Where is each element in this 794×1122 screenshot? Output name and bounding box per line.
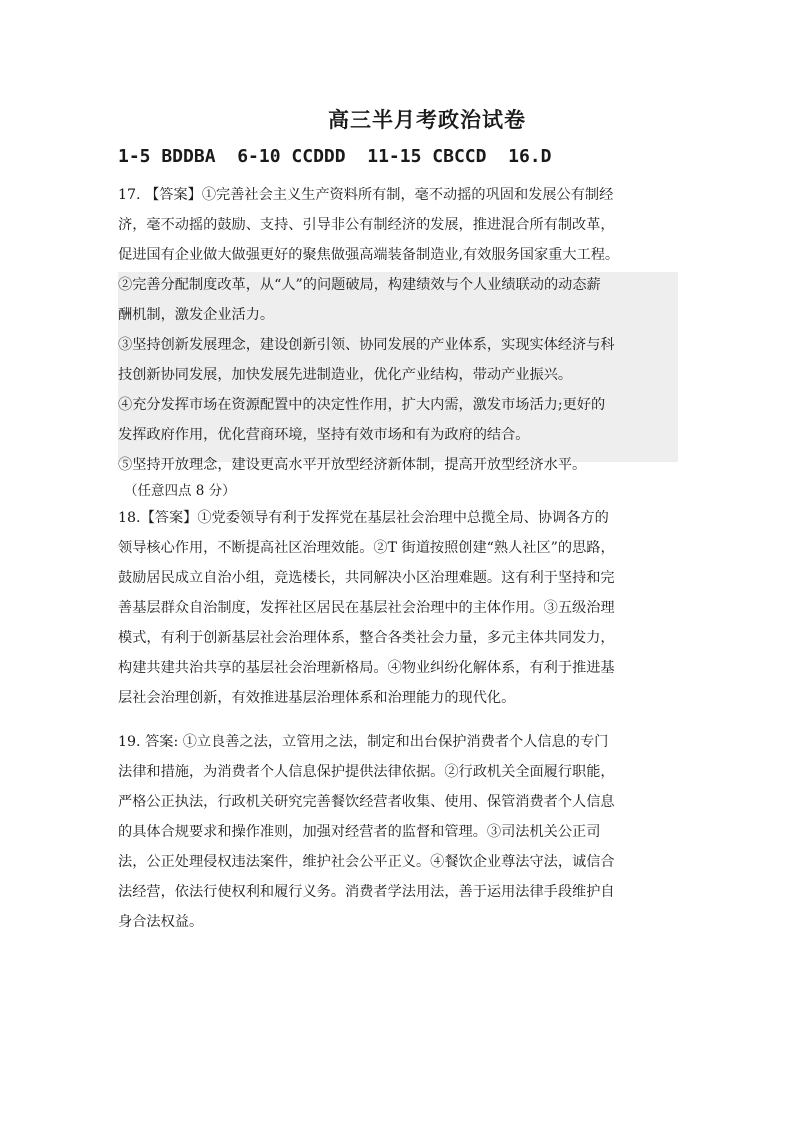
q18-line: 模式，有利于创新基层社会治理体系，整合各类社会力量，多元主体共同发力， bbox=[118, 630, 615, 646]
q17-scoring-note: （任意四点 8 分） bbox=[124, 483, 236, 499]
question-17-answer bbox=[118, 180, 678, 502]
q17-line: 技创新协同发展，加快发展先进制造业，优化产业结构，带动产业振兴。 bbox=[118, 367, 573, 383]
q18-line: 善基层群众自治制度，发挥社区居民在基层社会治理中的主体作用。③五级治理 bbox=[118, 600, 615, 616]
q17-line: ③坚持创新发展理念，建设创新引领、协同发展的产业体系，实现实体经济与科 bbox=[118, 337, 615, 353]
q17-line: ⑤坚持开放理念，建设更高水平开放型经济新体制，提高开放型经济水平。 bbox=[118, 457, 587, 473]
q18-line: 领导核心作用，不断提高社区治理效能。②T 街道按照创建“熟人社区”的思路， bbox=[118, 540, 615, 556]
multiple-choice-answers: 1-5 BDDBA 6-10 CCDDD 11-15 CBCCD 16.D bbox=[118, 146, 552, 167]
q19-line: 法经营，依法行使权利和履行义务。消费者学法用法，善于运用法律手段维护自 bbox=[118, 884, 615, 900]
question-18-answer bbox=[118, 503, 678, 713]
q17-line: ④充分发挥市场在资源配置中的决定性作用，扩大内需，激发市场活力;更好的 bbox=[118, 397, 606, 413]
page-title: 高三半月考政治试卷 bbox=[328, 107, 526, 132]
q17-line: 发挥政府作用，优化营商环境，坚持有效市场和有为政府的结合。 bbox=[118, 427, 530, 443]
q18-line: 构建共建共治共享的基层社会治理新格局。④物业纠纷化解体系，有利于推进基 bbox=[118, 660, 615, 676]
q17-line: 济，毫不动摇的鼓励、支持、引导非公有制经济的发展，推进混合所有制改革， bbox=[118, 217, 615, 233]
q19-line: 严格公正执法，行政机关研究完善餐饮经营者收集、使用、保管消费者个人信息 bbox=[118, 794, 615, 810]
q19-line: 的具体合规要求和操作准则，加强对经营者的监督和管理。③司法机关公正司 bbox=[118, 824, 601, 840]
q18-line: 层社会治理创新，有效推进基层治理体系和治理能力的现代化。 bbox=[118, 690, 516, 706]
q17-line: ②完善分配制度改革，从“人”的问题破局，构建绩效与个人业绩联动的动态薪 bbox=[118, 277, 601, 293]
q19-line: 19. 答案: ①立良善之法，立管用之法，制定和出台保护消费者个人信息的专门 bbox=[118, 734, 609, 750]
q19-line: 身合法权益。 bbox=[118, 914, 204, 930]
q17-line: 促进国有企业做大做强更好的聚焦做强高端装备制造业,有效服务国家重大工程。 bbox=[118, 247, 620, 263]
question-19-answer bbox=[118, 727, 678, 937]
q17-line: 17. 【答案】①完善社会主义生产资料所有制，毫不动摇的巩固和发展公有制经 bbox=[118, 187, 614, 203]
q19-line: 法，公正处理侵权违法案件，维护社会公平正义。④餐饮企业尊法守法，诚信合 bbox=[118, 854, 615, 870]
q18-line: 18.【答案】①党委领导有利于发挥党在基层社会治理中总揽全局、协调各方的 bbox=[118, 510, 609, 526]
q18-line: 鼓励居民成立自治小组，竞选楼长，共同解决小区治理难题。这有利于坚持和完 bbox=[118, 570, 615, 586]
q19-line: 法律和措施，为消费者个人信息保护提供法律依据。②行政机关全面履行职能， bbox=[118, 764, 615, 780]
q17-line: 酬机制，激发企业活力。 bbox=[118, 307, 275, 323]
